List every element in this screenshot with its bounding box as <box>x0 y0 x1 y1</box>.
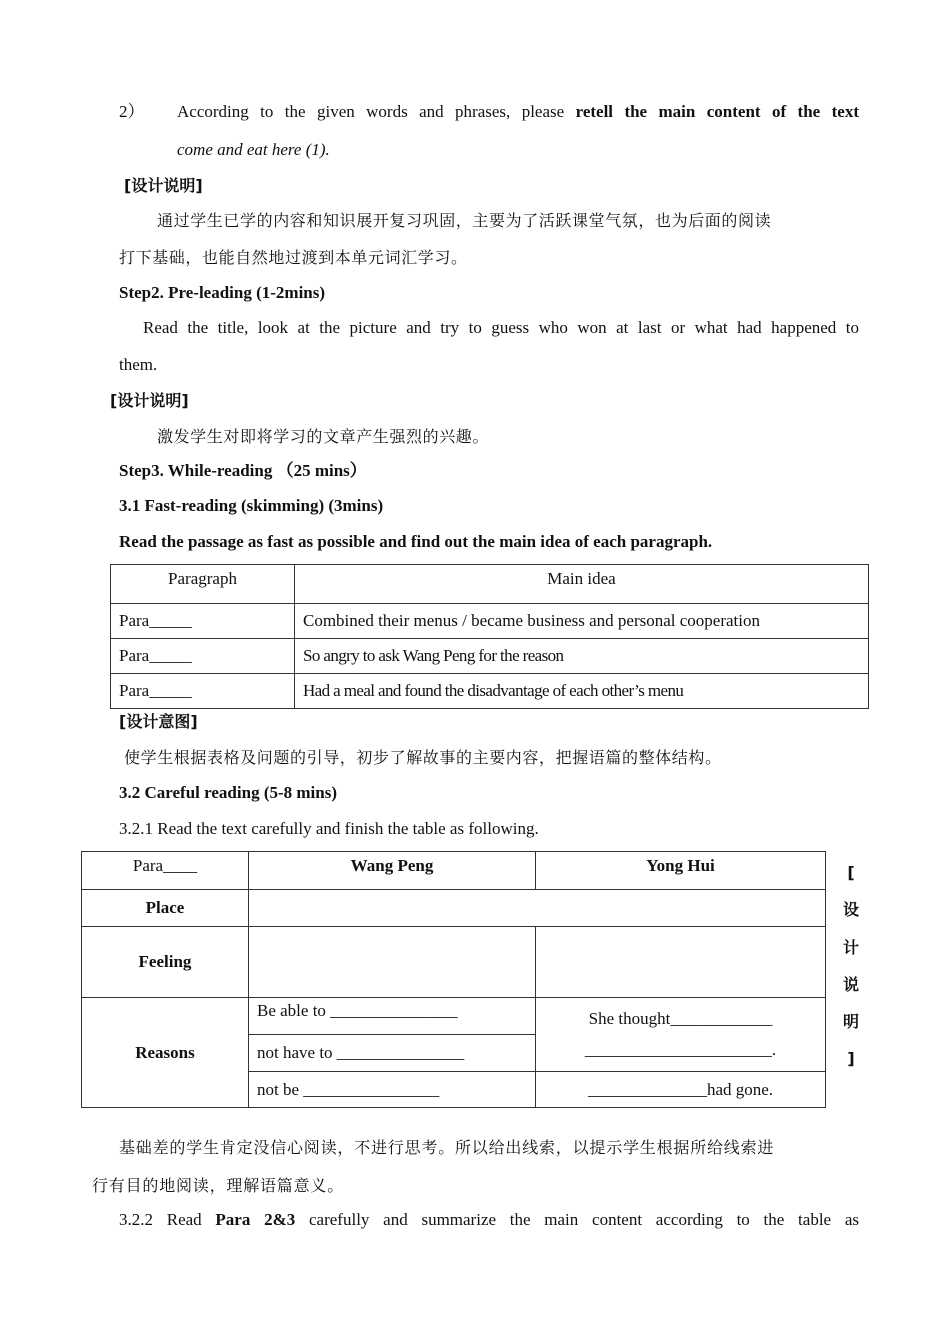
table-cell: ______________had gone. <box>536 1072 826 1108</box>
table-header-cell: Para____ <box>82 852 249 890</box>
side-note-char: 计 <box>842 937 859 957</box>
design-note-label: [设计说明] <box>124 176 203 195</box>
table-header-row <box>111 565 869 604</box>
design-note-line: 行有目的地阅读，理解语篇意义。 <box>92 1176 345 1195</box>
table-cell: Para_____ <box>111 674 295 709</box>
table-header-cell: Yong Hui <box>536 852 826 890</box>
para-322-instruction: 3.2.2 Read Para 2&3 carefully and summarize the main content according to the table as <box>119 1210 859 1229</box>
design-intent-text: 使学生根据表格及问题的引导，初步了解故事的主要内容，把握语篇的整体结构。 <box>124 748 722 767</box>
table-header-cell: Main idea <box>295 565 869 604</box>
step3-heading: Step3. While-reading （25 mins） <box>119 461 367 480</box>
table-cell <box>536 998 826 1072</box>
careful-reading-table <box>81 851 826 1108</box>
table-cell: Combined their menus / became business and personal cooperation <box>295 604 869 639</box>
side-note-char: 明 <box>842 1012 859 1032</box>
table-cell-line: She thought____________ <box>588 1009 773 1028</box>
table-cell: So angry to ask Wang Peng for the reason <box>295 639 869 674</box>
side-note-char: 设 <box>842 900 859 920</box>
step2-text: Read the title, look at the picture and try to guess who won at last or what had happened to <box>143 318 859 337</box>
side-note-char: ] <box>847 1049 855 1069</box>
table-header-row <box>82 852 826 890</box>
table-cell: not be ________________ <box>249 1072 536 1108</box>
table-cell: Be able to _______________ <box>249 998 536 1035</box>
table-cell: Para_____ <box>111 639 295 674</box>
table-cell: Para_____ <box>111 604 295 639</box>
table-cell-blank <box>249 890 826 927</box>
table-header-cell: Wang Peng <box>249 852 536 890</box>
main-idea-table <box>110 564 869 709</box>
table-row <box>82 998 826 1035</box>
step2-heading: Step2. Pre-leading (1-2mins) <box>119 283 326 302</box>
table-row <box>111 674 869 709</box>
side-design-note <box>841 854 861 1078</box>
design-note-label: [设计说明] <box>110 391 189 410</box>
fast-reading-instruction: Read the passage as fast as possible and find out the main idea of each paragraph. <box>119 532 713 551</box>
side-note-char: [ <box>847 863 855 882</box>
design-note-line: 基础差的学生肯定没信心阅读，不进行思考。所以给出线索，以提示学生根据所给线索进 <box>119 1138 775 1157</box>
careful-reading-heading: 3.2 Careful reading (5-8 mins) <box>119 783 338 802</box>
design-intent-label: [设计意图] <box>119 712 198 731</box>
careful-reading-instruction: 3.2.1 Read the text carefully and finish the table as following. <box>119 819 539 838</box>
row-label-place: Place <box>82 890 249 927</box>
table-row <box>82 927 826 998</box>
fast-reading-heading: 3.1 Fast-reading (skimming) (3mins) <box>119 496 384 515</box>
table-cell: Had a meal and found the disadvantage of each other’s menu <box>295 674 869 709</box>
row-label-feeling: Feeling <box>82 927 249 998</box>
table-row <box>82 890 826 927</box>
design-note-text: 激发学生对即将学习的文章产生强烈的兴趣。 <box>157 427 490 446</box>
table-cell-line: ______________________. <box>584 1040 777 1059</box>
table-row <box>111 604 869 639</box>
step2-text: them. <box>119 355 158 374</box>
step-intro-text-title: come and eat here (1). <box>177 140 330 159</box>
step-number: 2） <box>119 102 145 121</box>
design-note-line: 通过学生已学的内容和知识展开复习巩固，主要为了活跃课堂气氛，也为后面的阅读 <box>157 211 772 230</box>
table-cell-blank <box>249 927 536 998</box>
table-cell: not have to _______________ <box>249 1035 536 1072</box>
table-header-cell: Paragraph <box>111 565 295 604</box>
side-note-char: 说 <box>842 974 859 994</box>
step-intro-text: According to the given words and phrases, please retell the main content of the text <box>177 102 859 121</box>
row-label-reasons: Reasons <box>82 998 249 1108</box>
table-cell-blank <box>536 927 826 998</box>
design-note-line: 打下基础，也能自然地过渡到本单元词汇学习。 <box>119 248 468 267</box>
table-row <box>111 639 869 674</box>
